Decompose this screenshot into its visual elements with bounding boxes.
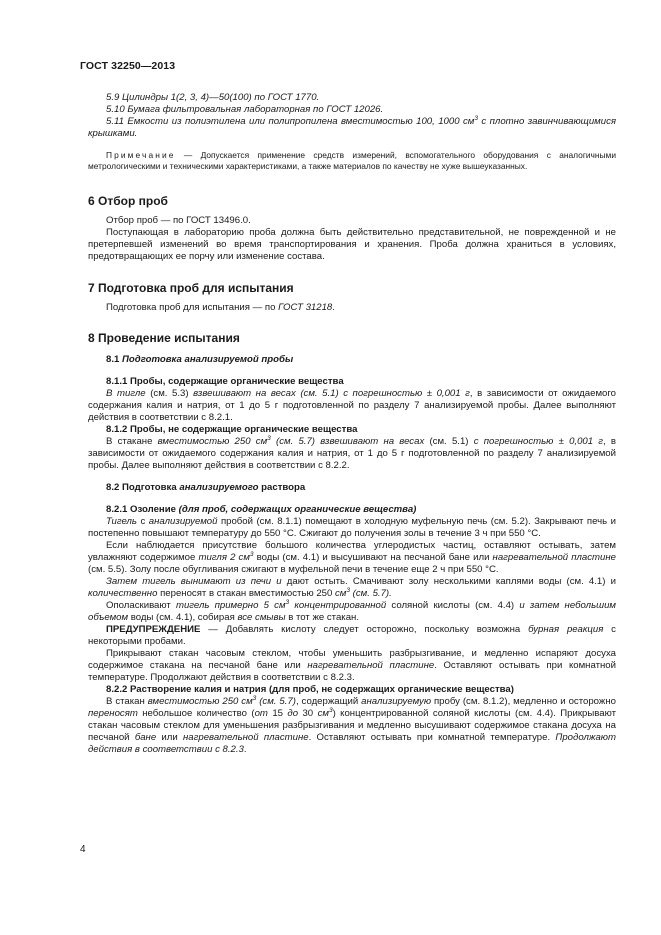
subsection-8-1-2-heading: 8.1.2 Пробы, не содержащие органические вещества	[106, 424, 358, 435]
item-5-10: 5.10 Бумага фильтровальная лабораторная по ГОСТ 12026.	[106, 104, 384, 115]
section-7-heading: 7 Подготовка проб для испытания	[88, 281, 294, 295]
subsection-8-2-1-p6: Прикрывают стакан часовым стеклом, чтобы уменьшить разбрызгивание, и медленно испаряют досуха содержимое стакана на песчаной бане или нагревательной пластине. Оставляют остывать при комнатной температуре. Продолжают действия в соответствии с 8.2.3.	[88, 648, 616, 683]
subsection-8-2-1-p3: Затем тигель вынимают из печи и дают остыть. Смачивают золу несколькими каплями воды (см. 4.1) и количественно переносят в стакан вместимостью 250 $см^3$ (см. 5.7).	[88, 576, 616, 599]
subsection-8-2-1-p4: Ополаскивают тигель примерно 5 $см^3$ концентрированной соляной кислоты (см. 4.4) и затем небольшим объемом воды (см. 4.1), собирая все смывы в тот же стакан.	[88, 598, 617, 623]
subsection-8-2-2-text: В стакан вместимостью 250 $см^3$ (см. 5.7), содержащий анализируемую пробу (см. 8.1.2), медленно и осторожно переносят небольшое количество (от 15 до 30 $см^3$) концентрированной соляной кислоты (см. 4.4). Прикрывают стакан часовым стеклом для уменьшения разбрызгивания и медленно высушивают содержимое стакана досуха на песчаной бане или нагревательной пластине. Оставляют остывать при комнатной температуре. Продолжают действия в соответствии с 8.2.3.	[88, 694, 616, 755]
page-number: 4	[80, 844, 86, 855]
subsection-8-2-1-p2: Если наблюдается присутствие большого количества углеродистых частиц, оставляют остывать, затем увлажняют содержимое тигля 2 $см^3$ воды (см. 4.1) и высушивают на песчаной бане или нагревательной пластине (см. 5.5). Золу после обугливания сжигают в муфельной печи в течение еще 2 ч при 550 °С.	[88, 540, 616, 575]
note-label: Примечание	[106, 150, 176, 160]
subsection-8-1-1-heading: 8.1.1 Пробы, содержащие органические вещества	[106, 376, 344, 387]
note-paragraph: Примечание — Допускается применение средств измерений, вспомогательного оборудования с аналогичными метрологическими и техническими характеристиками, а также материалов по качеству не хуже вышеуказанных.	[88, 150, 616, 171]
item-5-11: 5.11 Емкости из полиэтилена или полипропилена вместимостью 100, 1000 $см^3$ с плотно завинчивающимися крышками.	[88, 114, 617, 139]
item-5-9: 5.9 Цилиндры 1(2, 3, 4)—50(100) по ГОСТ 1770.	[106, 92, 320, 103]
document-body	[88, 92, 616, 756]
subsection-8-1-2-text: В стакане вместимостью 250 $см^3$ (см. 5.7) взвешивают на весах (см. 5.1) с погрешностью ± 0,001 г, в зависимости от ожидаемого содержания калия и натрия, от 1 до 5 г подготовленной по разделу 7 анализируемой пробы. Далее выполняют действия в соответствии с 8.2.2.	[88, 434, 617, 471]
standard-code-header: ГОСТ 32250—2013	[80, 60, 176, 72]
subsection-8-2-1-heading: 8.2.1 Озоление (для проб, содержащих органические вещества)	[106, 504, 417, 515]
subsection-8-1-1-text: В тигле (см. 5.3) взвешивают на весах (см. 5.1) с погрешностью ± 0,001 г, в зависимости от ожидаемого содержания калия и натрия, от 1 до 5 г подготовленной по разделу 7 анализируемой пробы. Далее выполняют действия в соответствии с 8.2.1.	[88, 388, 616, 423]
warning-paragraph: ПРЕДУПРЕЖДЕНИЕ — Добавлять кислоту следует осторожно, поскольку возможна бурная реакция с некоторыми пробами.	[88, 624, 616, 647]
subsection-8-1-heading: 8.1 Подготовка анализируемой пробы	[106, 354, 294, 365]
subsection-8-2-2-heading: 8.2.2 Растворение калия и натрия (для проб, не содержащих органические вещества)	[106, 684, 514, 695]
section-6-heading: 6 Отбор проб	[88, 194, 168, 208]
subsection-8-2-1-p1: Тигель с анализируемой пробой (см. 8.1.1) помещают в холодную муфельную печь (см. 5.2). Закрывают печь и постепенно повышают температуру до 550 °С. Сжигают до получения золы в течение 3 ч при 550 °С.	[88, 516, 616, 539]
section-8-heading: 8 Проведение испытания	[88, 331, 240, 345]
section-6-p2: Поступающая в лабораторию проба должна быть действительно представительной, не поврежденной и не претерпевшей изменений во время транспортирования и хранения. Проба должна храниться в условиях, предотвращающих ее порчу или изменение состава.	[88, 227, 616, 262]
warning-label: ПРЕДУПРЕЖДЕНИЕ	[106, 624, 201, 635]
subsection-8-2-heading: 8.2 Подготовка анализируемого раствора	[106, 482, 306, 493]
section-7-p1: Подготовка проб для испытания — по ГОСТ 31218.	[106, 302, 335, 313]
section-6-p1: Отбор проб — по ГОСТ 13496.0.	[106, 215, 251, 226]
